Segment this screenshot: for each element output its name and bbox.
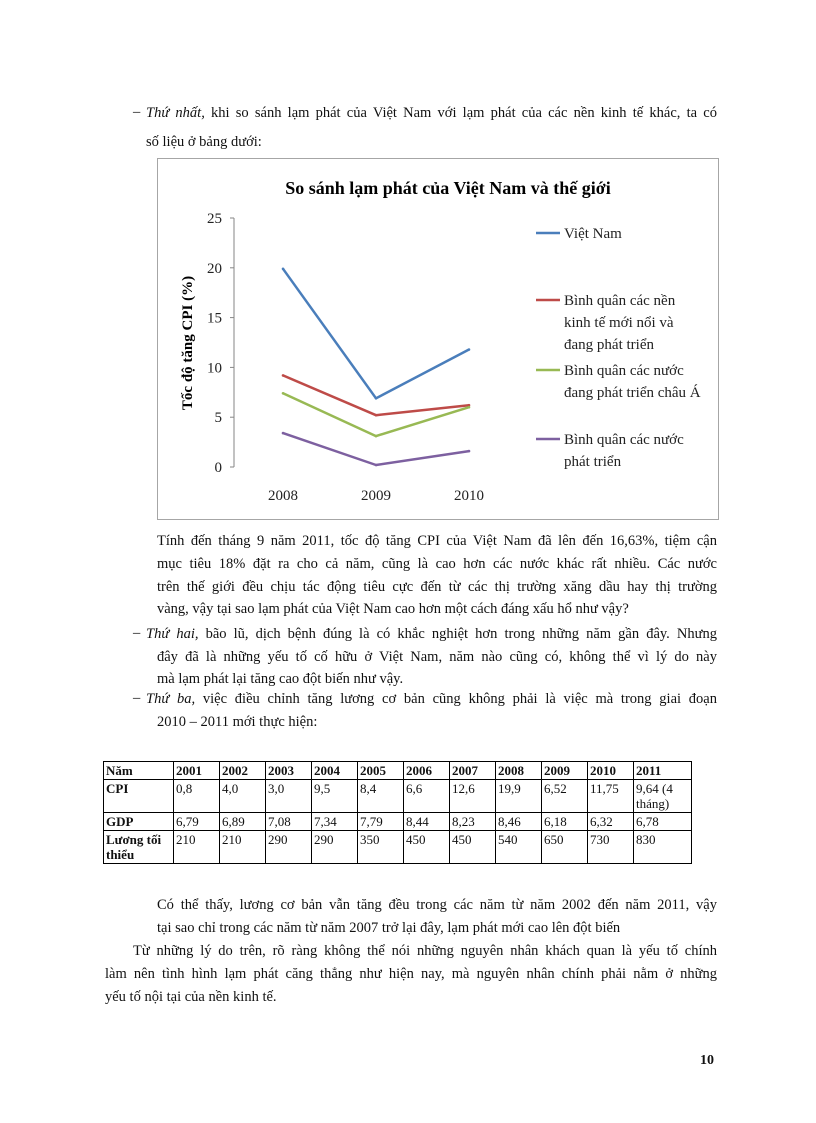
table-header-cell: 2002 [220,762,266,780]
second-line-3: mà lạm phát lại tăng cao đột biến như vậy. [157,671,404,687]
table-cell: 7,08 [266,813,312,831]
cpi-para-line-4: vàng, vậy tại sao lạm phát của Việt Nam cao hơn một cách đáng xấu hổ như vậy? [157,601,629,617]
y-tick-label: 25 [207,211,222,227]
series-3-point [282,392,285,395]
table-row-label: GDP [104,813,174,831]
salary-line-2: tại sao chỉ trong các năm từ năm 2007 trở lại đây, lạm phát mới cao lên đột biến [157,920,621,936]
table-cell: 11,75 [588,780,634,813]
table-cell: 210 [220,831,266,864]
table-cell: 730 [588,831,634,864]
page-number: 10 [700,1053,714,1068]
table-cell: 19,9 [496,780,542,813]
table-cell: 650 [542,831,588,864]
table-cell: 8,23 [450,813,496,831]
legend-label: Việt Nam [564,226,622,242]
chart-ylabel: Tốc độ tăng CPI (%) [180,275,196,411]
second-lead: Thứ hai, [146,626,199,642]
series-3-point [375,435,378,438]
legend-label: đang phát triển [564,337,654,353]
table-cell: 9,5 [312,780,358,813]
table-cell: 210 [174,831,220,864]
series-1-point [468,348,471,351]
table-cell: 6,6 [404,780,450,813]
bullet-dash: – [133,104,141,120]
cpi-para-line-1: Tính đến tháng 9 năm 2011, tốc độ tăng CPI của Việt Nam đã lên đến 16,63%, tiệm cận [157,533,717,549]
intro-text: khi so sánh lạm phát của Việt Nam với lạm phát của các nền kinh tế khác, ta có [204,105,717,121]
table-header-cell: 2009 [542,762,588,780]
x-tick-label: 2008 [268,488,298,504]
table-cell: 6,78 [634,813,692,831]
series-4-point [375,464,378,467]
table-cell: 7,79 [358,813,404,831]
table-row [104,780,692,813]
table-header-cell: 2011 [634,762,692,780]
intro-lead: Thứ nhất, [146,105,205,121]
table-cell: 3,0 [266,780,312,813]
second-text: bão lũ, dịch bệnh đúng là có khắc nghiệt hơn trong những năm gần đây. Nhưng [198,626,717,642]
series-3-point [468,406,471,409]
y-tick-label: 15 [207,310,222,327]
legend-label: Bình quân các nền [564,293,676,309]
series-line-1 [283,269,469,399]
table-header-cell: 2008 [496,762,542,780]
legend-label: Bình quân các nước [564,363,684,379]
table-cell: 290 [312,831,358,864]
table-cell: 8,4 [358,780,404,813]
table-header-cell: 2003 [266,762,312,780]
inflation-chart-svg [158,159,718,519]
table-header-cell: 2007 [450,762,496,780]
bullet-dash: – [133,690,141,706]
intro-line-1 [146,102,717,124]
series-4-point [468,450,471,453]
inflation-chart [157,158,719,520]
third-line-1 [146,688,717,710]
y-tick-label: 20 [207,260,222,277]
table-cell: 450 [404,831,450,864]
series-4-point [282,432,285,435]
table-cell: 6,18 [542,813,588,831]
table-row [104,813,692,831]
table-cell: 4,0 [220,780,266,813]
table-cell: 830 [634,831,692,864]
table-cell: 290 [266,831,312,864]
table-cell: 6,52 [542,780,588,813]
series-2-point [375,414,378,417]
third-line-2: 2010 – 2011 mới thực hiện: [157,714,318,730]
x-tick-label: 2009 [361,488,391,504]
table-row [104,831,692,864]
series-2-point [282,374,285,377]
table-cell: 9,64 (4 tháng) [634,780,692,813]
y-tick-label: 0 [214,460,222,476]
table-header-row [104,762,692,780]
intro-line-2: số liệu ở bảng dưới: [146,134,262,150]
second-line-2: đây đã là những yếu tố cố hữu ở Việt Nam, năm nào cũng có, không thể vì lý do này [157,649,717,665]
table-header-cell: 2004 [312,762,358,780]
x-tick-label: 2010 [454,488,484,504]
table-header-cell: 2005 [358,762,404,780]
legend-label: phát triển [564,454,622,470]
table-header-cell: 2006 [404,762,450,780]
series-1-point [375,397,378,400]
table-cell: 450 [450,831,496,864]
table-cell: 8,44 [404,813,450,831]
series-line-2 [283,375,469,415]
cpi-para-line-2: mục tiêu 18% đặt ra cho cả năm, cũng là cao hơn các nước khác rất nhiều. Các nước [157,556,717,572]
conclusion-line-2: làm nên tình hình lạm phát căng thẳng như hiện nay, mà nguyên nhân chính phải nằm ở những [105,966,717,982]
table-cell: 350 [358,831,404,864]
cpi-para-line-3: trên thế giới đều chịu tác động tiêu cực đến từ các thị trường xăng dầu hay thị trường [157,579,717,595]
third-lead: Thứ ba, [146,691,196,707]
table-cell: 6,32 [588,813,634,831]
third-text: việc điều chỉnh tăng lương cơ bản cũng không phải là việc mà trong giai đoạn [195,691,717,707]
y-tick-label: 5 [214,410,222,427]
table-header-cell: 2001 [174,762,220,780]
table-row-label: Lương tối thiểu [104,831,174,864]
table-cell: 6,89 [220,813,266,831]
legend-label: đang phát triển châu Á [564,385,701,401]
data-table [103,761,692,864]
conclusion-line-3: yếu tố nội tại của nền kinh tế. [105,989,277,1005]
salary-line-1: Có thể thấy, lương cơ bản vẫn tăng đều trong các năm từ năm 2002 đến năm 2011, vậy [157,897,717,913]
second-line-1 [146,623,717,645]
chart-title: So sánh lạm phát của Việt Nam và thế giới [285,178,611,198]
series-1-point [282,268,285,271]
table-header-cell: 2010 [588,762,634,780]
table-header-cell: Năm [104,762,174,780]
table-cell: 8,46 [496,813,542,831]
legend-label: Bình quân các nước [564,432,684,448]
table-cell: 0,8 [174,780,220,813]
table-cell: 6,79 [174,813,220,831]
series-line-4 [283,433,469,465]
y-tick-label: 10 [207,360,222,377]
legend-label: kinh tế mới nổi và [564,315,674,331]
table-cell: 540 [496,831,542,864]
table-cell: 7,34 [312,813,358,831]
table-row-label: CPI [104,780,174,813]
bullet-dash: – [133,625,141,641]
conclusion-line-1: Từ những lý do trên, rõ ràng không thể nói những nguyên nhân khách quan là yếu tố chính [133,943,717,959]
table-cell: 12,6 [450,780,496,813]
